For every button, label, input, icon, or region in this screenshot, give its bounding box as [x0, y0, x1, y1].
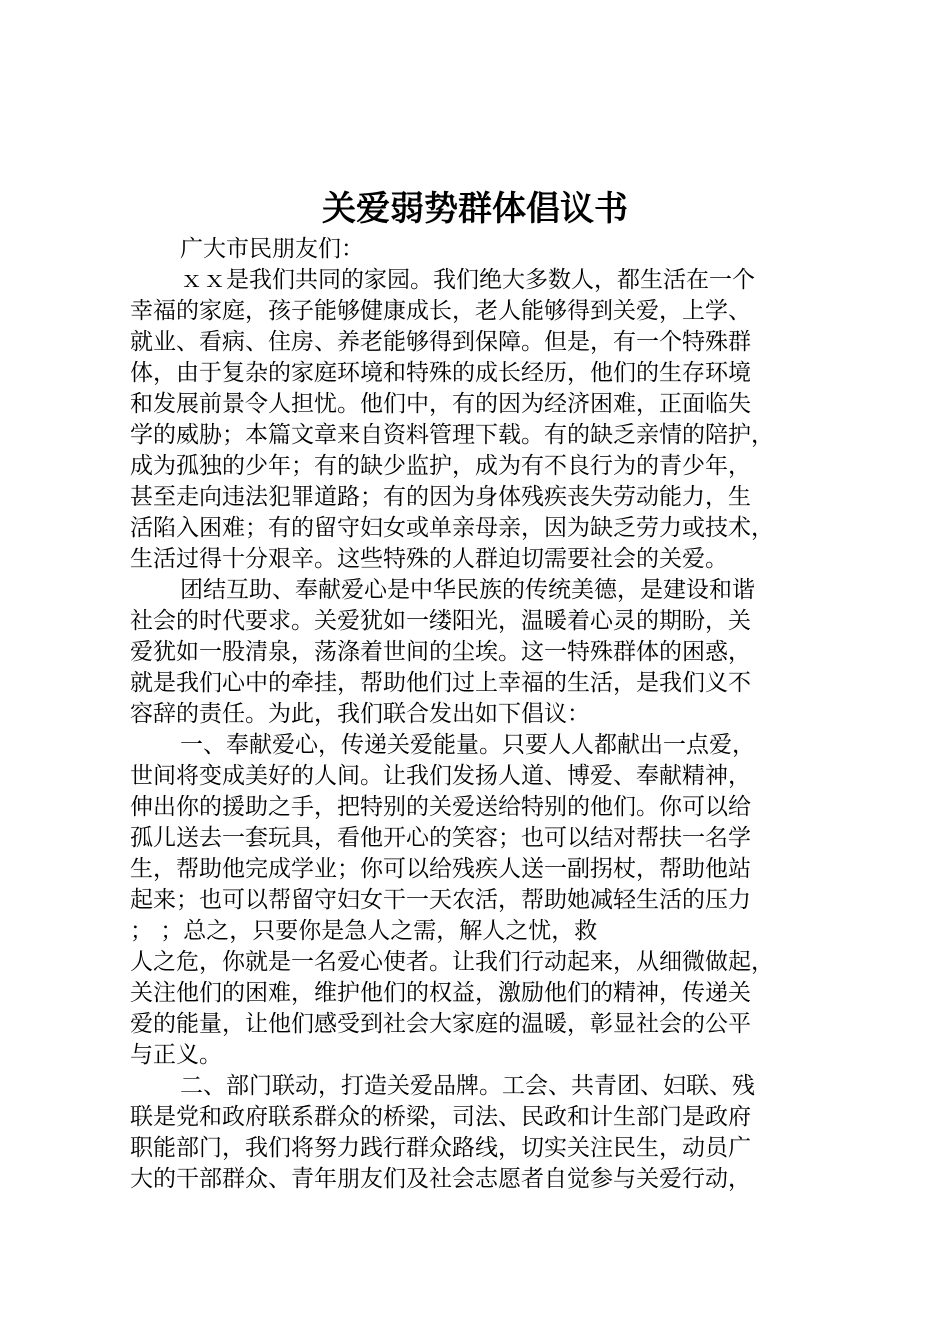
text-line: 成为孤独的少年；有的缺少监护，成为有不良行为的青少年， — [130, 453, 751, 479]
text-line: 人之危，你就是一名爱心使者。让我们行动起来，从细微做起， — [130, 949, 774, 975]
text-line: 就是我们心中的牵挂，帮助他们过上幸福的生活，是我们义不 — [130, 670, 751, 696]
document-title: 关爱弱势群体倡议书 — [322, 189, 628, 229]
text-line: 爱犹如一股清泉，荡涤着世间的尘埃。这一特殊群体的困惑， — [130, 639, 751, 665]
text-line: 活陷入困难；有的留守妇女或单亲母亲，因为缺乏劳力或技术， — [130, 515, 774, 541]
text-line: 社会的时代要求。关爱犹如一缕阳光，温暖着心灵的期盼，关 — [130, 608, 751, 634]
text-line: 生，帮助他完成学业；你可以给残疾人送一副拐杖，帮助他站 — [130, 856, 751, 882]
text-line: 二、部门联动，打造关爱品牌。工会、共青团、妇联、残 — [180, 1073, 755, 1099]
text-line: 起来；也可以帮留守妇女干一天农活，帮助她减轻生活的压力 — [130, 887, 751, 913]
text-line: 与正义。 — [130, 1042, 222, 1068]
text-line: 关注他们的困难，维护他们的权益，激励他们的精神，传递关 — [130, 980, 751, 1006]
text-line: 孤儿送去一套玩具，看他开心的笑容；也可以结对帮扶一名学 — [130, 825, 751, 851]
document-body — [130, 234, 830, 1195]
text-line: 就业、看病、住房、养老能够得到保障。但是，有一个特殊群 — [130, 329, 751, 355]
text-line: 联是党和政府联系群众的桥梁，司法、民政和计生部门是政府 — [130, 1104, 751, 1130]
text-line: 大的干部群众、青年朋友们及社会志愿者自觉参与关爱行动， — [130, 1166, 751, 1192]
text-line: 广大市民朋友们： — [180, 236, 364, 262]
text-line: 团结互助、奉献爱心是中华民族的传统美德，是建设和谐 — [180, 577, 755, 603]
text-line: ｘｘ是我们共同的家园。我们绝大多数人，都生活在一个 — [180, 267, 755, 293]
text-line: 和发展前景令人担忧。他们中，有的因为经济困难，正面临失 — [130, 391, 751, 417]
text-line: 学的威胁；本篇文章来自资料管理下载。有的缺乏亲情的陪护， — [130, 422, 774, 448]
text-line: 伸出你的援助之手，把特别的关爱送给特别的他们。你可以给 — [130, 794, 751, 820]
text-line: 体，由于复杂的家庭环境和特殊的成长经历，他们的生存环境 — [130, 360, 751, 386]
text-line: 幸福的家庭，孩子能够健康成长，老人能够得到关爱，上学、 — [130, 298, 751, 324]
text-line: 爱的能量，让他们感受到社会大家庭的温暖，彰显社会的公平 — [130, 1011, 751, 1037]
text-line: 世间将变成美好的人间。让我们发扬人道、博爱、奉献精神， — [130, 763, 751, 789]
text-line: 职能部门，我们将努力践行群众路线，切实关注民生，动员广 — [130, 1135, 751, 1161]
text-line: 生活过得十分艰辛。这些特殊的人群迫切需要社会的关爱。 — [130, 546, 728, 572]
text-line: 一、奉献爱心，传递关爱能量。只要人人都献出一点爱， — [180, 732, 755, 758]
text-line: 甚至走向违法犯罪道路；有的因为身体残疾丧失劳动能力，生 — [130, 484, 751, 510]
text-line: ； ；总之，只要你是急人之需，解人之忧，救 — [130, 918, 598, 944]
text-line: 容辞的责任。为此，我们联合发出如下倡议： — [130, 701, 590, 727]
